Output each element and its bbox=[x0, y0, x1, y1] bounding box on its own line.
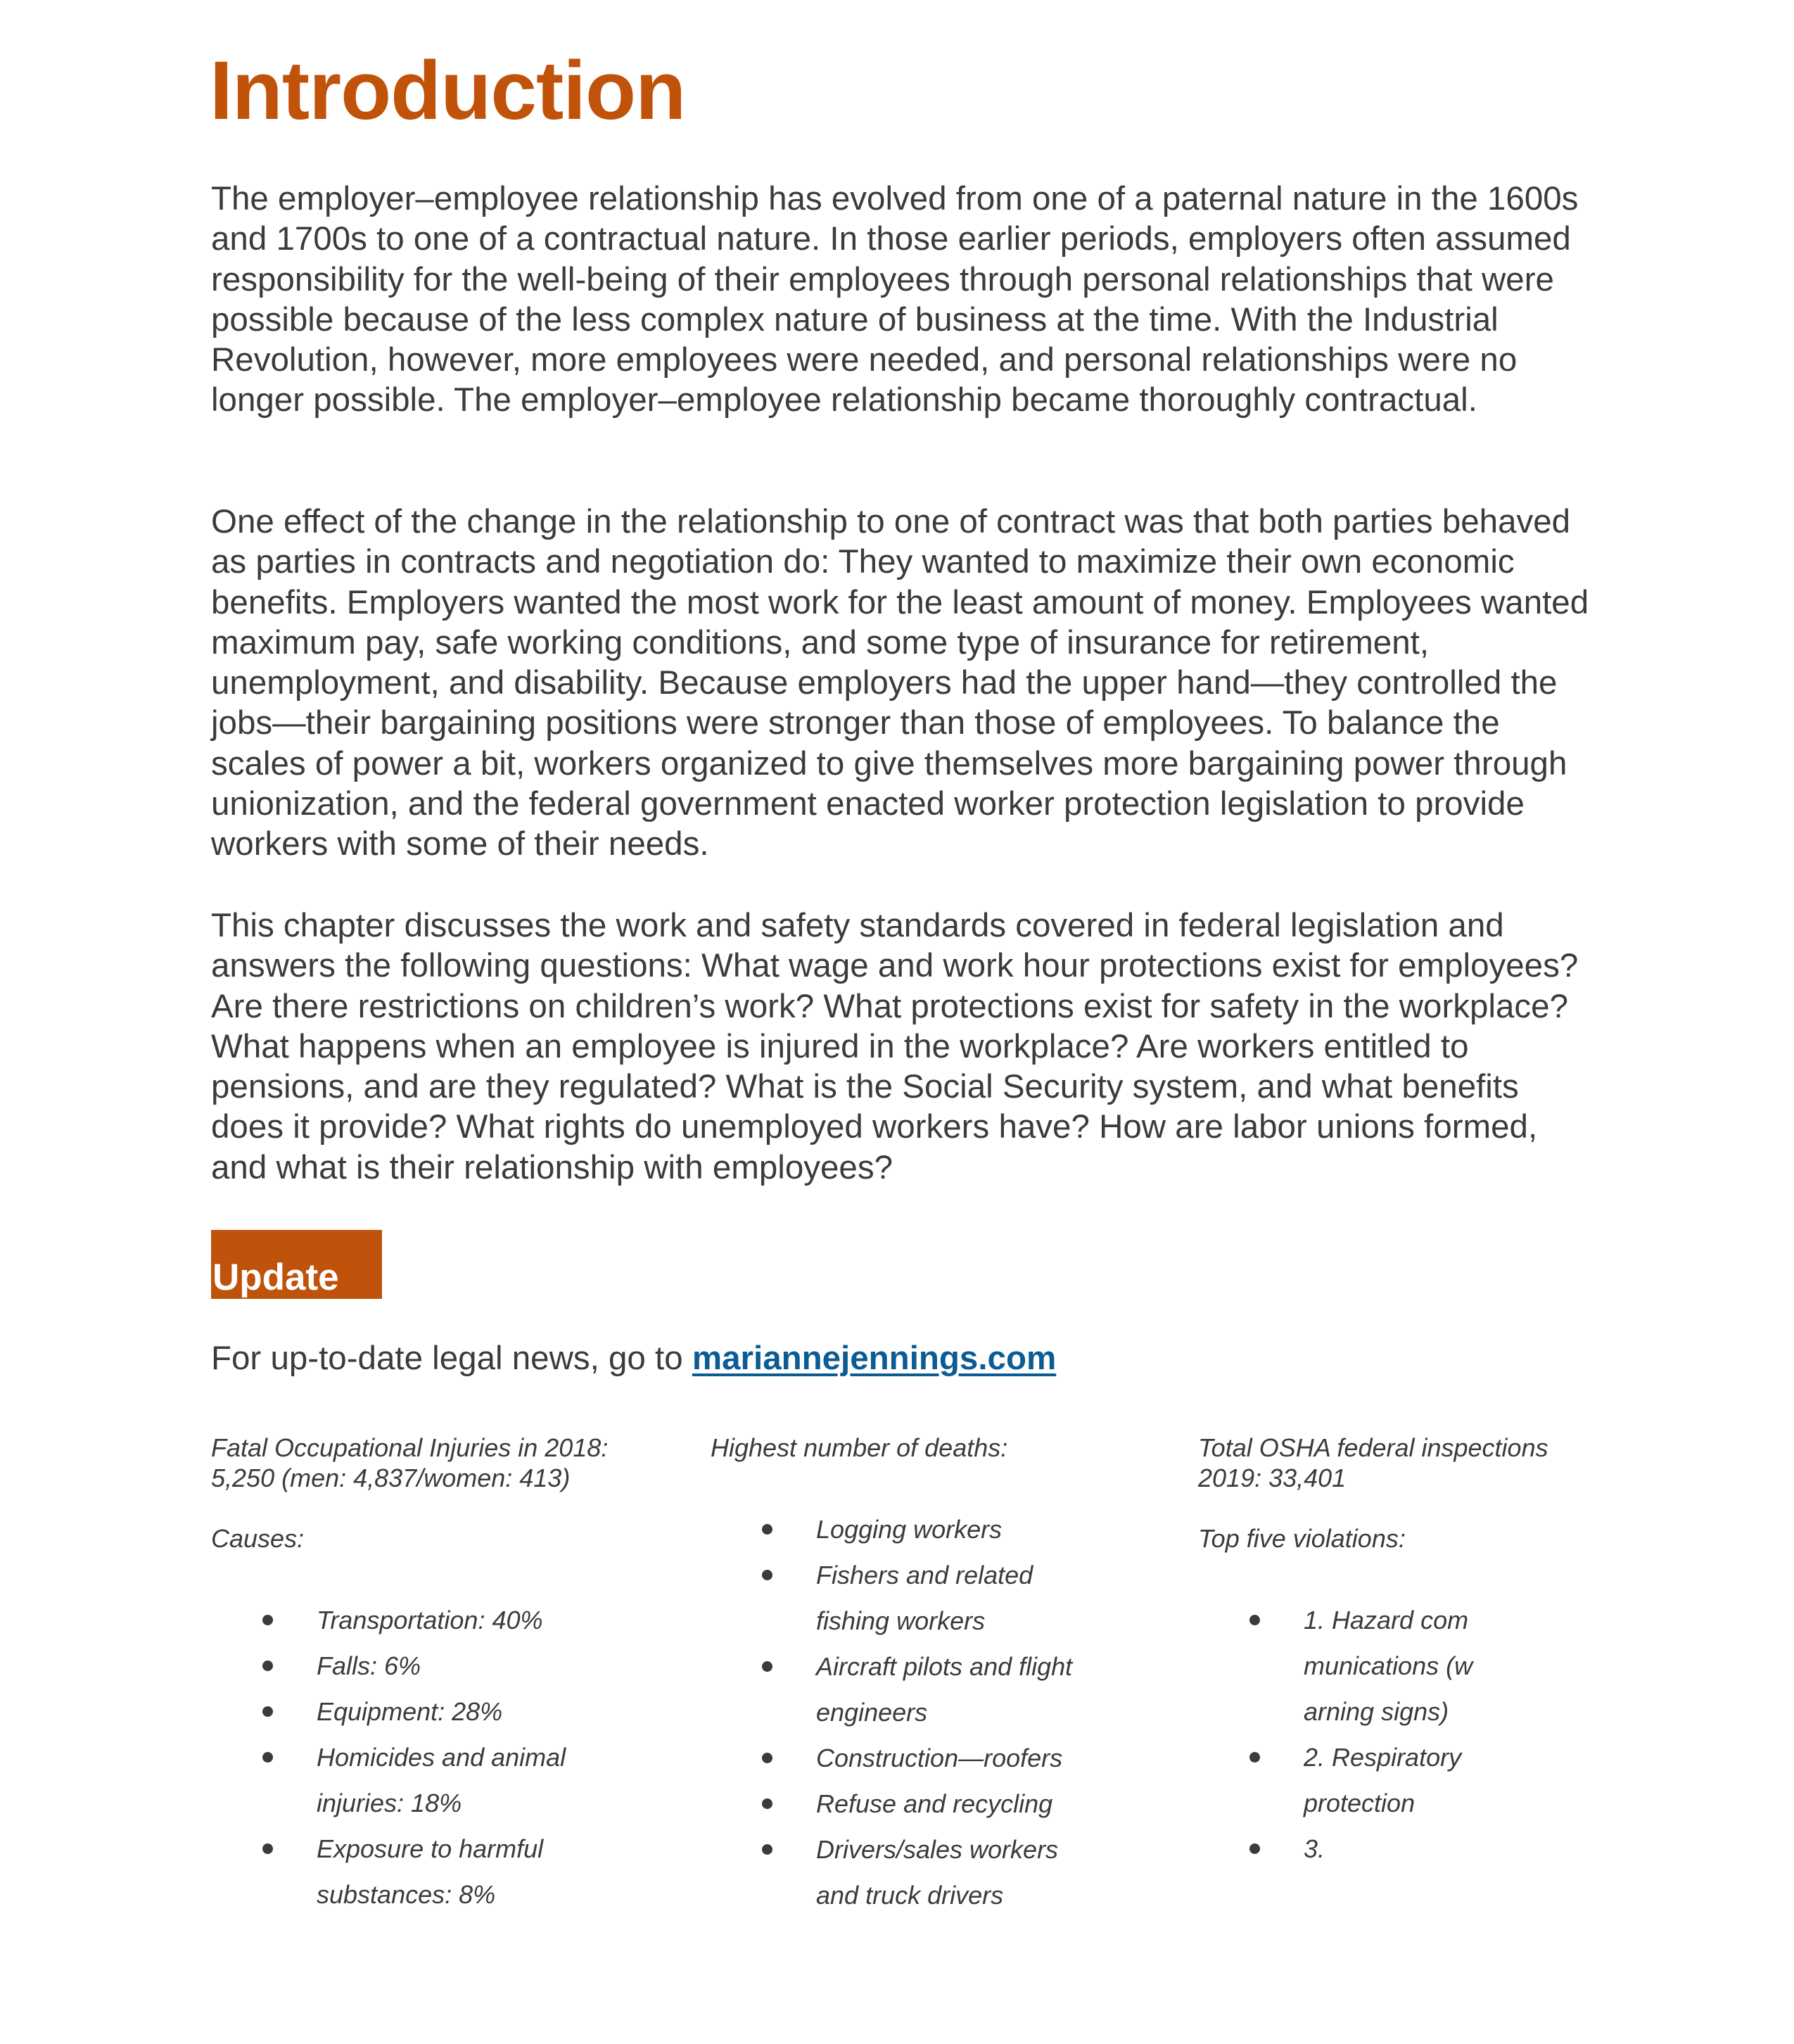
bullet-icon bbox=[762, 1753, 772, 1763]
list-item bbox=[816, 1781, 1098, 1827]
bullet-icon bbox=[1249, 1843, 1260, 1854]
highest-deaths-column bbox=[711, 1433, 1161, 1918]
list-item bbox=[816, 1827, 1098, 1918]
causes-list bbox=[317, 1597, 598, 1917]
list-item bbox=[317, 1689, 598, 1734]
bullet-icon bbox=[762, 1798, 772, 1809]
list-item-text: Aircraft pilots and flight engineers bbox=[816, 1652, 1073, 1727]
list-item-text: Homicides and animal injuries: 18% bbox=[317, 1743, 566, 1817]
list-item bbox=[1304, 1734, 1480, 1826]
list-item-text: 1. Hazard communications (warning signs) bbox=[1304, 1606, 1473, 1726]
list-item bbox=[317, 1826, 598, 1917]
fatal-injuries-column bbox=[211, 1433, 661, 1917]
list-item-text: Equipment: 28% bbox=[317, 1697, 503, 1726]
update-banner bbox=[211, 1230, 382, 1299]
osha-inspections-total: 2019: 33,401 bbox=[1198, 1464, 1347, 1492]
list-item-text: Falls: 6% bbox=[317, 1651, 421, 1680]
list-item bbox=[317, 1643, 598, 1689]
list-item-text: Logging workers bbox=[816, 1515, 1003, 1544]
list-item-text: Drivers/sales workers and truck drivers bbox=[816, 1835, 1059, 1910]
list-item bbox=[816, 1552, 1098, 1644]
legal-news-line bbox=[211, 1338, 1056, 1378]
list-item-text: Fishers and related fishing workers bbox=[816, 1561, 1033, 1635]
causes-heading: Causes: bbox=[211, 1524, 305, 1553]
list-item bbox=[317, 1734, 598, 1826]
bullet-icon bbox=[762, 1570, 772, 1580]
list-item-text: 2. Respiratory protection bbox=[1304, 1743, 1462, 1817]
list-item-text: Exposure to harmful substances: 8% bbox=[317, 1834, 544, 1909]
list-item bbox=[816, 1506, 1098, 1552]
osha-inspections-heading: Total OSHA federal inspections bbox=[1198, 1433, 1548, 1462]
occupations-list bbox=[816, 1506, 1098, 1918]
intro-paragraph-1: The employer–employee relationship has evolved from one of a paternal nature in the 1600s and 1700s to one of a contractual nature. In those earlier periods, employers often assumed responsibility for the well-being of their employees through personal relationships that were possible because of the less complex nature of business at the time. With the Industrial Revolution, however, more employees were needed, and personal relationships were no longer possible. The employer–employee relationship became thoroughly contractual. bbox=[211, 180, 1579, 419]
bullet-icon bbox=[262, 1615, 273, 1625]
violations-list bbox=[1304, 1597, 1480, 1872]
bullet-icon bbox=[1249, 1615, 1260, 1625]
bullet-icon bbox=[262, 1661, 273, 1671]
list-item bbox=[816, 1735, 1098, 1781]
list-item bbox=[816, 1644, 1098, 1735]
list-item-text: Refuse and recycling bbox=[816, 1789, 1053, 1818]
intro-paragraph-2: One effect of the change in the relationship to one of contract was that both parties behaved as parties in contracts and negotiation do: They wanted to maximize their own economic benefits. Employers wanted the most work for the least amount of money. Employees wanted maximum pay, safe working conditions, and some type of insurance for retirement, unemployment, and disability. Because employers had the upper hand—they controlled the jobs—their bargaining positions were stronger than those of employees. To balance the scales of power a bit, workers organized to give themselves more bargaining power through unionization, and the federal government enacted worker protection legislation to provide workers with some of their needs. bbox=[211, 503, 1589, 863]
fatal-injuries-total: 5,250 (men: 4,837/women: 413) bbox=[211, 1464, 571, 1492]
bullet-icon bbox=[762, 1844, 772, 1855]
list-item bbox=[1304, 1826, 1480, 1872]
mariannejennings-link[interactable]: mariannejennings.com bbox=[692, 1340, 1057, 1377]
bullet-icon bbox=[1249, 1752, 1260, 1763]
list-item-text: Construction—roofers bbox=[816, 1744, 1063, 1772]
bullet-icon bbox=[762, 1661, 772, 1672]
osha-inspections-column bbox=[1198, 1433, 1592, 1872]
list-item-text: 3. bbox=[1304, 1834, 1325, 1863]
bullet-icon bbox=[262, 1706, 273, 1717]
fatal-injuries-heading: Fatal Occupational Injuries in 2018: bbox=[211, 1433, 609, 1462]
bullet-icon bbox=[262, 1752, 273, 1763]
highest-deaths-heading: Highest number of deaths: bbox=[711, 1433, 1008, 1462]
list-item-text: Transportation: 40% bbox=[317, 1606, 543, 1634]
bullet-icon bbox=[262, 1843, 273, 1854]
list-item bbox=[1304, 1597, 1480, 1734]
list-item bbox=[317, 1597, 598, 1643]
update-label: Update bbox=[212, 1257, 339, 1298]
legal-news-text: For up-to-date legal news, go to bbox=[211, 1340, 692, 1377]
intro-paragraph-3: This chapter discusses the work and safety standards covered in federal legislation and answers the following questions: What wage and work hour protections exist for employees? Are there restrictions on children’s work? What protections exist for safety in the workplace? What happens when an employee is injured in the workplace? Are workers entitled to pensions, and are they regulated? What is the Social Security system, and what benefits does it provide? What rights do unemployed workers have? How are labor unions formed, and what is their relationship with employees? bbox=[211, 907, 1579, 1186]
page-title: Introduction bbox=[210, 44, 686, 137]
bullet-icon bbox=[762, 1524, 772, 1535]
violations-heading: Top five violations: bbox=[1198, 1524, 1406, 1553]
